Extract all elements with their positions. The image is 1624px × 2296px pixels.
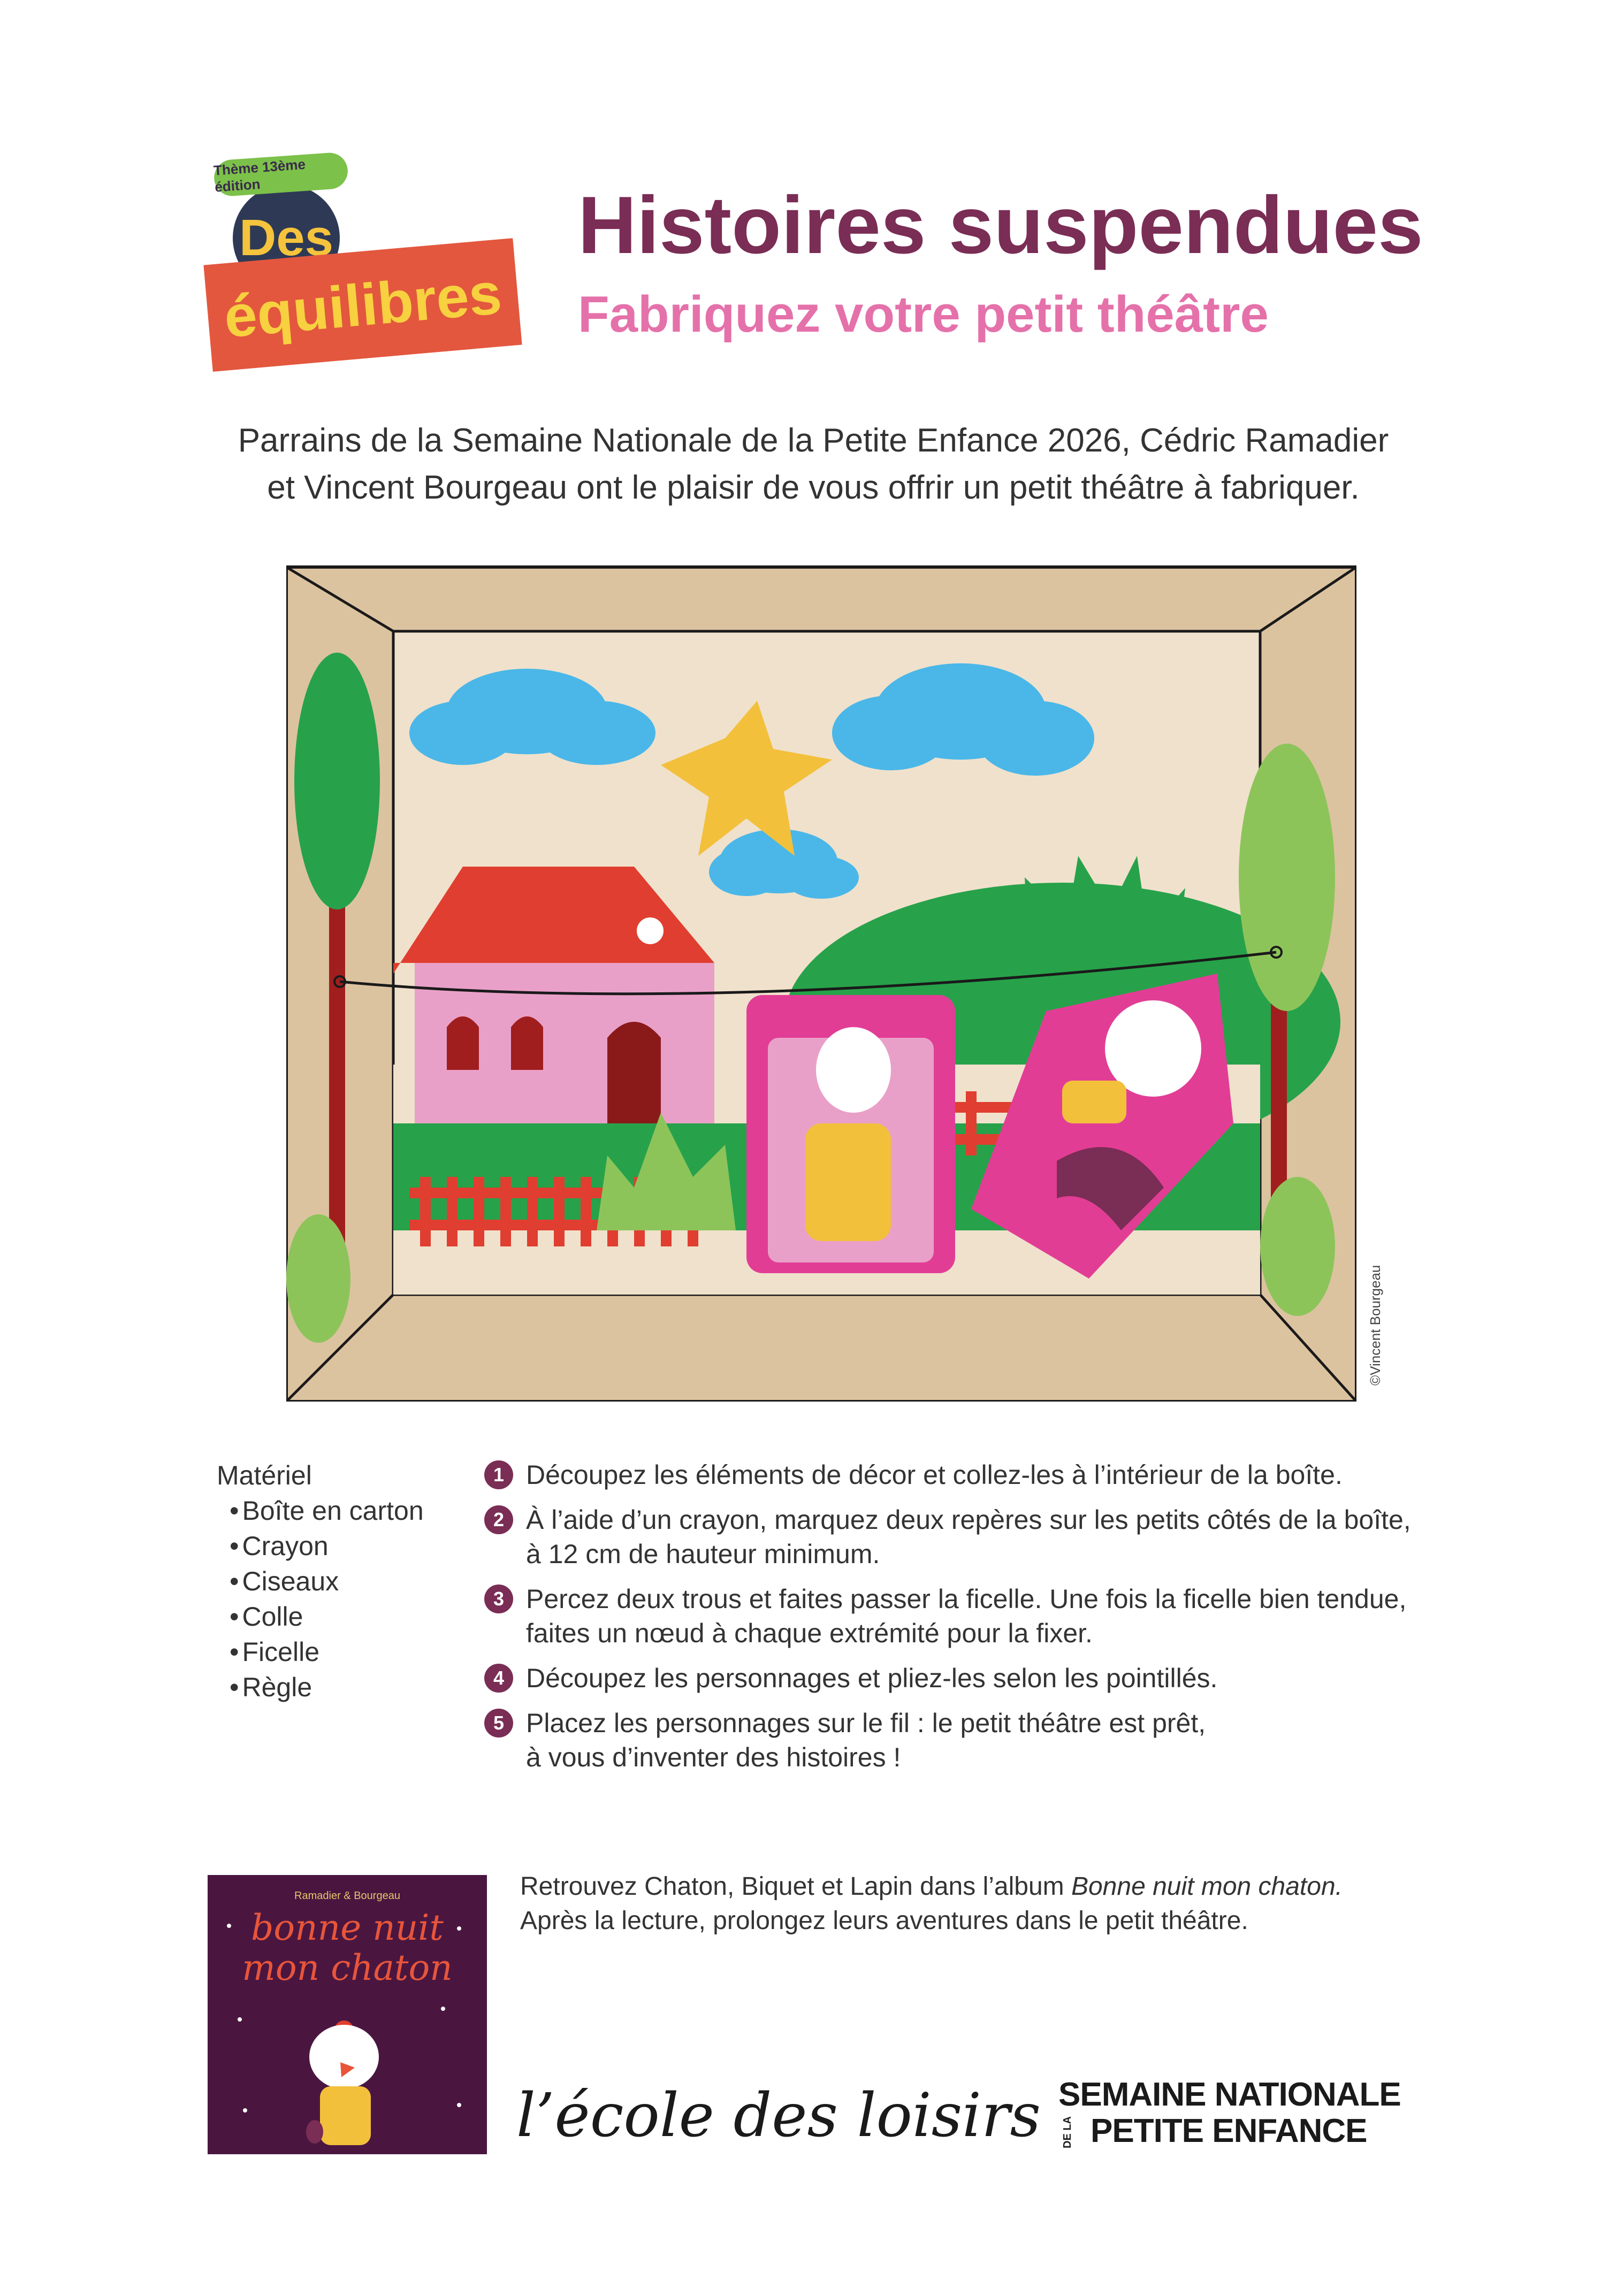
materials-list <box>217 1458 495 1705</box>
publisher-logo: l’école des loisirs <box>516 2081 1041 2150</box>
badge-word-des: Des <box>239 209 334 266</box>
book-title-line-1: bonne nuit <box>251 1907 444 1948</box>
step-5 <box>484 1706 1501 1774</box>
theatre-illustration <box>286 556 1356 1402</box>
page-subtitle: Fabriquez votre petit théâtre <box>578 286 1269 343</box>
snpe-de-la-text: DE LA <box>1062 2116 1073 2148</box>
step-line: À l’aide d’un crayon, marquez deux repères sur les petits côtés de la boîte, <box>526 1505 1411 1535</box>
retrouvez-text <box>520 1870 1537 1938</box>
credit-text: ©Vincent Bourgeau <box>1367 1265 1383 1386</box>
step-number: 1 <box>484 1460 513 1489</box>
step-line: Percez deux trous et faites passer la ficelle. Une fois la ficelle bien tendue, <box>526 1584 1407 1614</box>
step-4 <box>484 1661 1501 1695</box>
materials-item: • Ciseaux <box>217 1564 495 1599</box>
book-cover <box>208 1875 487 2154</box>
materials-heading: Matériel <box>217 1460 312 1490</box>
step-line: à 12 cm de hauteur minimum. <box>526 1539 880 1569</box>
materials-item: • Ficelle <box>217 1634 495 1670</box>
intro-line-2: et Vincent Bourgeau ont le plaisir de vous offrir un petit théâtre à fabriquer. <box>267 469 1360 506</box>
step-line: à vous d’inventer des histoires ! <box>526 1742 901 1772</box>
book-cover-art-icon <box>208 1875 487 2154</box>
step-3 <box>484 1582 1501 1650</box>
step-2 <box>484 1503 1501 1571</box>
book-title-italic: Bonne nuit mon chaton. <box>1071 1872 1343 1901</box>
snpe-logo <box>1058 2076 1412 2161</box>
book-authors: Ramadier & Bourgeau <box>294 1890 400 1902</box>
step-line: Découpez les éléments de décor et collez-les à l’intérieur de la boîte. <box>526 1460 1343 1490</box>
badge-word-equilibres: équilibres <box>221 260 505 350</box>
step-number: 2 <box>484 1505 513 1534</box>
step-line: Découpez les personnages et pliez-les selon les pointillés. <box>526 1663 1218 1693</box>
snpe-de-la <box>1058 2113 1085 2150</box>
badge-theme-label: Thème 13ème édition <box>213 151 349 197</box>
step-number: 5 <box>484 1709 513 1738</box>
retrouvez-line-1-prefix: Retrouvez Chaton, Biquet et Lapin dans l’album <box>520 1872 1071 1901</box>
materials-item: • Colle <box>217 1599 495 1634</box>
step-line: Placez les personnages sur le fil : le petit théâtre est prêt, <box>526 1708 1206 1738</box>
house-icon <box>393 867 714 1145</box>
snpe-line-1: SEMAINE NATIONALE <box>1058 2076 1401 2113</box>
book-title-line-2: mon chaton <box>242 1947 453 1988</box>
step-number: 4 <box>484 1664 513 1693</box>
step-1 <box>484 1458 1501 1492</box>
retrouvez-line-2: Après la lecture, prolongez leurs aventures dans le petit théâtre. <box>520 1907 1248 1935</box>
retrouvez-line-1 <box>520 1870 1537 1904</box>
snpe-line-2: PETITE ENFANCE <box>1091 2113 1367 2149</box>
materials-item: • Boîte en carton <box>217 1493 495 1528</box>
steps-list <box>484 1458 1501 1785</box>
page-title: Histoires suspendues <box>578 180 1423 271</box>
step-number: 3 <box>484 1585 513 1613</box>
step-line: faites un nœud à chaque extrémité pour la fixer. <box>526 1618 1093 1648</box>
illustration-credit <box>1362 1236 1394 1386</box>
goat-character-icon <box>746 995 955 1273</box>
materials-item: • Règle <box>217 1670 495 1705</box>
intro-line-1: Parrains de la Semaine Nationale de la Petite Enfance 2026, Cédric Ramadier <box>238 422 1389 459</box>
materials-item: • Crayon <box>217 1528 495 1564</box>
intro-text <box>107 417 1520 511</box>
